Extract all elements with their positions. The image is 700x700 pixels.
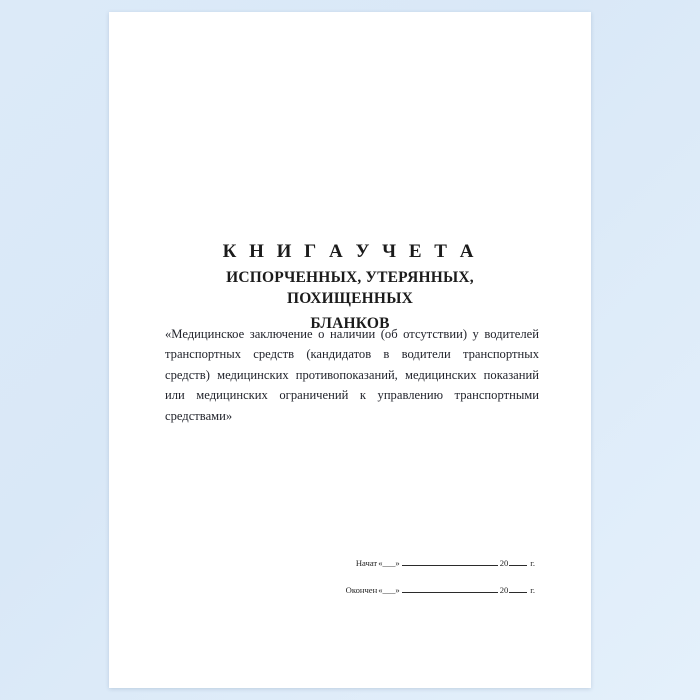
page-title: К Н И Г А У Ч Е Т А [222, 241, 478, 262]
date-year-prefix-started: 20 [499, 558, 509, 568]
date-day-placeholder-started: «___» [378, 558, 400, 568]
date-row-started [165, 558, 535, 568]
date-month-rule-started [402, 564, 498, 566]
date-year-suffix-started: г. [530, 558, 535, 568]
date-year-rule-finished [509, 591, 527, 593]
date-year-rule-started [509, 564, 527, 566]
dates-block [165, 558, 535, 612]
document-quote-text: «Медицинское заключение о наличии (об отсутствии) у водителей транспортных средств (кандидатов в водители транспортных средств) медицинских противопоказаний, медицинских показаний или медицинских ограничений к управлению транспортными средствами» [165, 327, 539, 423]
date-label-started: Начат [355, 558, 378, 568]
date-row-finished [165, 585, 535, 595]
date-label-finished: Окончен [345, 585, 378, 595]
page-subtitle-line-2: БЛАНКОВ [310, 314, 390, 332]
date-year-prefix-finished: 20 [499, 585, 509, 595]
date-month-rule-finished [402, 591, 498, 593]
date-year-suffix-finished: г. [530, 585, 535, 595]
page-content [109, 12, 591, 688]
title-block [165, 240, 535, 335]
document-page [109, 12, 591, 688]
date-day-placeholder-finished: «___» [378, 585, 400, 595]
page-subtitle-line-1: ИСПОРЧЕННЫХ, УТЕРЯННЫХ, ПОХИЩЕННЫХ [226, 268, 474, 307]
